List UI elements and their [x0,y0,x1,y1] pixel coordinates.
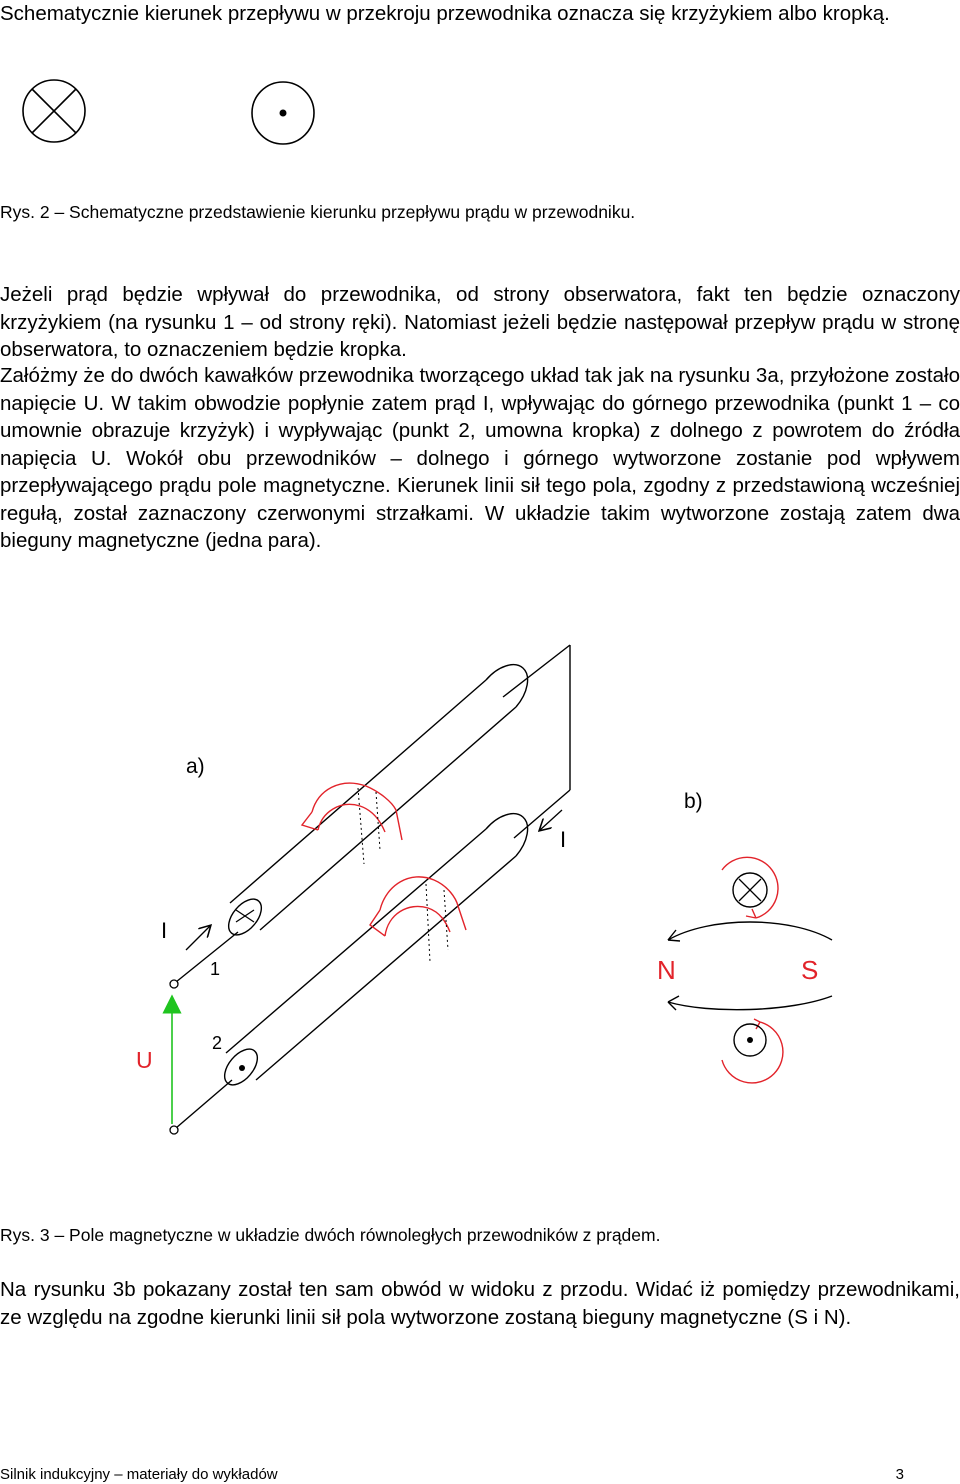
paragraph-two-conductors: Załóżmy że do dwóch kawałków przewodnika tworzącego układ tak jak na rysunku 3a, przyłożone zostało napięcie U. W takim obwodzie popłynie zatem prąd I, wpływając do górnego przewodnika (punkt 1 – co umownie obrazuje krzyżyk) i wypływając (punkt 2, umowna kropka) z dolnego z powrotem do źródła napięcia U. Wokół obu przewodników – dolnego i górnego wytworzone zostanie pod wpływem przepływającego prądu pole magnetyczne. Kierunek linii sił tego pola, zgodny z przedstawioną wcześniej regułą, został zaznaczony czerwonymi strzałkami. W układzie takim wytworzone zostają zatem dwa bieguny magnetyczne (jedna para). [0,364,960,552]
lower-conductor-front-view [722,1019,783,1083]
lower-conductor [218,814,527,1091]
paragraph-current-direction: Jeżeli prąd będzie wpływał do przewodnika, od strony obserwatora, fakt ten będzie oznaczony krzyżykiem (na rysunku 1 – od strony ręki). Natomiast jeżeli będzie następował przepływ prądu w stronę obserwatora, to oznaczeniem będzie kropka. [0,283,960,361]
lower-field-arrow [370,877,466,962]
upper-return-wire [503,645,570,697]
terminal-1 [170,980,178,988]
figure-2 [0,76,960,150]
wire-to-terminal-1 [176,932,238,982]
current-into-page-icon [23,80,85,142]
figure-3-caption: Rys. 3 – Pole magnetyczne w układzie dwóch równoległych przewodników z prądem. [0,1225,661,1245]
page-number: 3 [895,1466,904,1483]
dot-end-icon [239,1065,245,1071]
lower-field-line [668,996,832,1010]
intro-paragraph: Schematycznie kierunek przepływu w przekroju przewodnika oznacza się krzyżykiem albo kropką. [0,2,890,25]
footer-title: Silnik indukcyjny – materiały do wykładów [0,1466,278,1483]
terminal-2 [170,1126,178,1134]
page-footer [0,1466,960,1484]
point-1-label: 1 [210,959,221,979]
figure-3a-label: a) [186,755,205,778]
wire-to-terminal-2 [176,1080,232,1128]
pole-n-label: N [657,955,676,985]
current-in-arrow [186,926,210,950]
point-2-label: 2 [212,1033,223,1053]
pole-s-label: S [801,955,819,985]
upper-conductor [222,665,527,941]
current-out-of-page-icon [252,82,314,144]
figure-3b-label: b) [684,790,703,813]
upper-field-line [668,922,832,940]
current-label-left: I [161,918,168,943]
figure-2-caption: Rys. 2 – Schematyczne przedstawienie kierunku przepływu prądu w przewodniku. [0,202,636,222]
current-label-top: I [560,827,567,852]
figure-3 [0,630,960,1140]
closing-paragraph: Na rysunku 3b pokazany został ten sam obwód w widoku z przodu. Widać iż pomiędzy przewodnikami, ze względu na zgodne kierunki linii sił pola wytworzone zostaną bieguny magnetyczne (S i N). [0,1278,960,1329]
upper-conductor-front-view [722,857,778,918]
voltage-label: U [136,1047,153,1073]
upper-field-arrow [302,783,402,864]
